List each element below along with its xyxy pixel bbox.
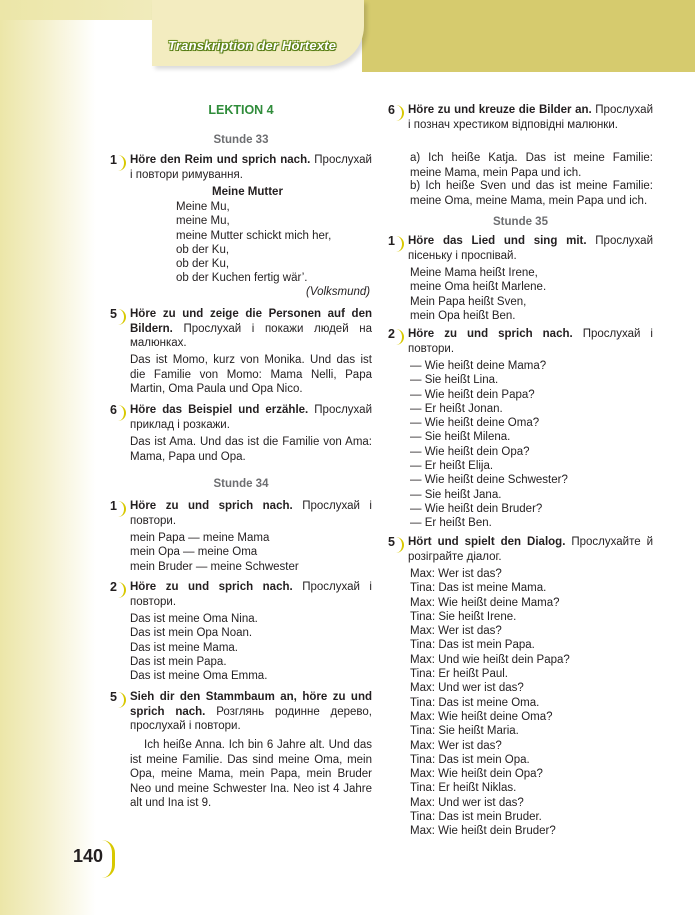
page-number-bracket [102, 840, 115, 878]
page-margin-gradient [0, 0, 96, 915]
lesson-title: LEKTION 4 [208, 103, 274, 117]
header-tab [152, 0, 364, 66]
exercise-number: 6 [110, 403, 128, 418]
exercise-s35-5 [388, 535, 653, 565]
exercise-text-b: b) Ich heiße Sven und das ist meine Familie: meine Oma, meine Mama, mein Papa und ich. [410, 180, 653, 207]
exercise-number: 6 [388, 103, 406, 118]
exercise-number: 2 [388, 327, 406, 342]
poem-lines: Meine Mu, meine Mu, meine Mutter schickt mich her, ob der Ku, ob der Ku, ob der Kuchen fertig wär’. [176, 201, 332, 285]
exercise-text: Ich heiße Anna. Ich bin 6 Jahre alt. Und das ist meine Familie. Das sind meine Oma, mein Opa, meine Mama, mein Papa, mein Bruder Neo und meine Schwester Ina. Neo ist 4 Jahre alt und Ina ist 9. [130, 739, 372, 809]
exercise-s34-5 [110, 690, 372, 736]
dialog-lines: Max: Wer ist das? Tina: Das ist meine Mama. Max: Wie heißt deine Mama? Tina: Sie heißt Irene. Max: Wer ist das? Tina: Das ist mein Papa. Max: Und wie heißt dein Papa? Tina: Er heißt Paul. Max: Und wer ist das? Tina: Das ist meine Oma. Max: Wie heißt deine Oma? Tina: Sie heißt Maria. Max: Wer ist das? Tina: Das ist mein Opa. Max: Wie heißt dein Opa? Tina: Er heißt Niklas. Max: Und wer ist das? Tina: Das ist mein Bruder. Max: Wie heißt dein Bruder? [410, 568, 570, 838]
exercise-instruction-de: Höre zu und kreuze die Bilder an. [408, 104, 592, 116]
exercise-s34-2 [110, 580, 372, 610]
exercise-instruction-ua: Прослухай і повтори римування. [130, 154, 372, 181]
exercise-instruction-de: Höre zu und sprich nach. [408, 328, 573, 340]
header-title: Transkription der Hörtexte [168, 38, 337, 53]
exercise-number: 2 [110, 580, 128, 595]
header-band [362, 0, 695, 72]
exercise-text: Das ist Ama. Und das ist die Familie von Ama: Mama, Papa und Opa. [130, 436, 372, 463]
exercise-instruction-de: Höre den Reim und sprich nach. [130, 154, 311, 166]
exercise-instruction-ua: Прослухай пісеньку і проспівай. [408, 235, 653, 262]
exercise-text: Das ist Momo, kurz von Monika. Und das ist die Familie von Momo: Mama Nelli, Papa Martin, Oma Paula und Opa Nico. [130, 354, 372, 395]
exercise-s35-1 [388, 234, 653, 264]
poem-title: Meine Mutter [212, 186, 283, 198]
exercise-text-a: a) Ich heiße Katja. Das ist meine Familie: meine Mama, mein Papa und ich. [410, 152, 653, 179]
exercise-s35-2 [388, 327, 653, 357]
exercise-number: 5 [110, 690, 128, 705]
exercise-instruction-de: Sieh dir den Stammbaum an, höre zu und sprich nach. [130, 691, 372, 718]
exercise-instruction-de: Höre das Lied und sing mit. [408, 235, 587, 247]
exercise-number: 5 [110, 307, 128, 322]
exercise-instruction-de: Höre zu und sprich nach. [130, 500, 293, 512]
exercise-instruction-ua: Розглянь родинне дерево, прослухай і повтори. [130, 705, 372, 732]
exercise-s33-5 [110, 307, 372, 349]
lesson-heading-33: Stunde 33 [213, 134, 269, 146]
exercise-s33-6 [110, 403, 372, 433]
exercise-instruction-ua: Прослухай і покажи людей на малюнках. [130, 322, 372, 349]
exercise-instruction-ua: Прослухай і повтори. [130, 581, 372, 608]
exercise-s33-1 [110, 153, 372, 183]
exercise-instruction-de: Hört und spielt den Dialog. [408, 536, 566, 548]
lesson-heading-35: Stunde 35 [493, 216, 548, 228]
exercise-instruction-de: Höre zu und sprich nach. [130, 581, 293, 593]
exercise-instruction-ua: Прослухайте й розіграйте діалог. [408, 536, 653, 563]
exercise-instruction-ua: Прослухай приклад і розкажи. [130, 404, 372, 431]
exercise-number: 1 [388, 234, 406, 249]
exercise-number: 1 [110, 499, 128, 514]
exercise-instruction-ua: Прослухай і познач хрестиком відповідні малюнки. [408, 104, 653, 131]
poem-source: (Volksmund) [306, 286, 371, 298]
dialog-lines: — Wie heißt deine Mama? — Sie heißt Lina. — Wie heißt dein Papa? — Er heißt Jonan. — Wie heißt deine Oma? — Sie heißt Milena. — Wie heißt dein Opa? — Er heißt Elija. — Wie heißt deine Schwester? — Sie heißt Jana. — Wie heißt dein Bruder? — Er heißt Ben. [410, 360, 568, 530]
exercise-lines: mein Papa — meine Mama mein Opa — meine Oma mein Bruder — meine Schwester [130, 532, 299, 573]
exercise-s34-1 [110, 499, 372, 529]
lesson-heading-34: Stunde 34 [213, 478, 269, 490]
exercise-instruction-de: Höre zu und zeige die Personen auf den Bildern. [130, 308, 372, 335]
exercise-lines: Das ist meine Oma Nina. Das ist mein Opa Noan. Das ist meine Mama. Das ist mein Papa. Das ist meine Oma Emma. [130, 613, 268, 683]
song-lines: Meine Mama heißt Irene, meine Oma heißt Marlene. Mein Papa heißt Sven, mein Opa heißt Ben. [410, 267, 547, 322]
exercise-s33-6-cross [388, 103, 653, 149]
page-number: 140 [73, 846, 104, 866]
exercise-instruction-ua: Прослухай і повтори. [130, 500, 372, 527]
exercise-instruction-ua: Прослухай і повтори. [408, 328, 653, 355]
exercise-number: 5 [388, 535, 406, 550]
exercise-instruction-de: Höre das Beispiel und erzähle. [130, 404, 309, 416]
exercise-number: 1 [110, 153, 128, 168]
